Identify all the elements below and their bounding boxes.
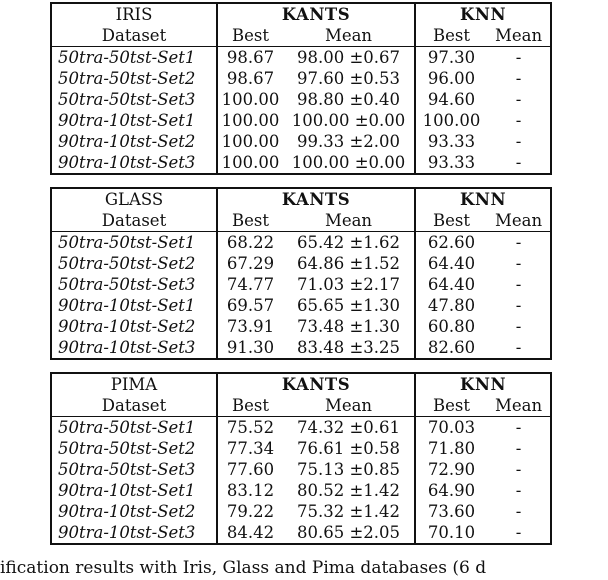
kants-best-cell: 77.60 [217, 459, 283, 480]
knn-mean-cell: - [515, 502, 522, 521]
table-row [51, 68, 551, 89]
knn-best-cell: 70.10 [415, 522, 487, 544]
knn-mean-cell: - [515, 523, 522, 542]
kants-best-cell: 67.29 [217, 253, 283, 274]
table-block-glass [50, 187, 550, 360]
dataset-cell: 50tra-50tst-Set3 [58, 275, 196, 294]
kants-header: KANTS [217, 188, 415, 210]
knn-mean-header: Mean [487, 210, 551, 232]
knn-header: KNN [415, 3, 551, 25]
kants-best-header: Best [217, 25, 283, 47]
kants-best-cell: 73.91 [217, 316, 283, 337]
kants-mean-cell: 99.33 ±2.00 [296, 132, 401, 151]
kants-best-cell: 79.22 [217, 501, 283, 522]
dataset-cell: 90tra-10tst-Set2 [58, 132, 196, 151]
knn-mean-cell: - [515, 90, 522, 109]
dataset-cell: 90tra-10tst-Set1 [58, 111, 196, 130]
database-name: IRIS [115, 5, 153, 24]
kants-mean-cell: 65.42 ±1.62 [283, 232, 415, 254]
knn-mean-cell: - [515, 153, 522, 172]
knn-best-cell: 72.90 [415, 459, 487, 480]
kants-mean-cell: 71.03 ±2.17 [296, 275, 401, 294]
table-row [51, 337, 551, 359]
knn-mean-cell: - [515, 481, 522, 500]
knn-best-cell: 97.30 [415, 47, 487, 69]
dataset-cell: 90tra-10tst-Set3 [58, 338, 196, 357]
knn-best-cell: 100.00 [415, 110, 487, 131]
table-row [51, 232, 551, 254]
knn-mean-cell: - [515, 439, 522, 458]
kants-best-cell: 69.57 [217, 295, 283, 316]
table-row [51, 522, 551, 544]
database-name: GLASS [104, 190, 164, 209]
kants-mean-cell: 97.60 ±0.53 [296, 69, 401, 88]
dataset-cell: 50tra-50tst-Set1 [51, 417, 217, 439]
knn-mean-cell: - [487, 47, 551, 69]
kants-mean-header: Mean [283, 210, 415, 232]
table-row [51, 295, 551, 316]
knn-best-cell: 96.00 [415, 68, 487, 89]
knn-mean-cell: - [515, 317, 522, 336]
kants-best-cell: 75.52 [217, 417, 283, 439]
dataset-cell: 50tra-50tst-Set1 [51, 232, 217, 254]
dataset-cell: 50tra-50tst-Set1 [51, 47, 217, 69]
kants-best-cell: 84.42 [217, 522, 283, 544]
table-row [51, 110, 551, 131]
knn-mean-cell: - [515, 69, 522, 88]
table-row [51, 459, 551, 480]
kants-mean-cell: 100.00 ±0.00 [291, 111, 406, 130]
kants-mean-cell: 75.13 ±0.85 [296, 460, 401, 479]
knn-mean-cell: - [487, 417, 551, 439]
knn-best-cell: 62.60 [415, 232, 487, 254]
knn-mean-cell: - [515, 296, 522, 315]
table-row [51, 417, 551, 439]
kants-best-cell: 68.22 [217, 232, 283, 254]
kants-mean-cell: 74.32 ±0.61 [283, 417, 415, 439]
kants-best-header: Best [217, 395, 283, 417]
kants-mean-header: Mean [283, 25, 415, 47]
kants-best-cell: 100.00 [217, 110, 283, 131]
table-row [51, 316, 551, 337]
table-block-iris [50, 2, 550, 175]
kants-best-cell: 74.77 [217, 274, 283, 295]
kants-mean-cell: 98.80 ±0.40 [296, 90, 401, 109]
table-row [51, 47, 551, 69]
table-row [51, 501, 551, 522]
knn-best-cell: 93.33 [415, 131, 487, 152]
dataset-cell: 50tra-50tst-Set3 [58, 460, 196, 479]
table-row [51, 131, 551, 152]
kants-best-cell: 98.67 [217, 47, 283, 69]
dataset-cell: 50tra-50tst-Set2 [58, 439, 196, 458]
results-table [50, 187, 552, 360]
dataset-cell: 90tra-10tst-Set1 [58, 296, 196, 315]
kants-mean-cell: 80.52 ±1.42 [296, 481, 401, 500]
knn-mean-header: Mean [487, 395, 551, 417]
knn-mean-cell: - [515, 111, 522, 130]
knn-mean-header: Mean [487, 25, 551, 47]
results-table [50, 372, 552, 545]
dataset-cell: 50tra-50tst-Set2 [58, 254, 196, 273]
kants-best-cell: 100.00 [217, 152, 283, 174]
knn-best-header: Best [415, 25, 487, 47]
kants-best-cell: 98.67 [217, 68, 283, 89]
dataset-cell: 90tra-10tst-Set2 [58, 502, 196, 521]
kants-mean-cell: 83.48 ±3.25 [296, 338, 401, 357]
kants-best-header: Best [217, 210, 283, 232]
knn-best-cell: 93.33 [415, 152, 487, 174]
dataset-header: Dataset [51, 395, 217, 417]
dataset-cell: 90tra-10tst-Set3 [58, 153, 196, 172]
kants-best-cell: 77.34 [217, 438, 283, 459]
knn-mean-cell: - [487, 232, 551, 254]
table-row [51, 89, 551, 110]
knn-header: KNN [415, 188, 551, 210]
knn-best-cell: 64.40 [415, 253, 487, 274]
knn-best-header: Best [415, 210, 487, 232]
dataset-header: Dataset [51, 25, 217, 47]
kants-header: KANTS [217, 3, 415, 25]
table-row [51, 438, 551, 459]
kants-mean-header: Mean [283, 395, 415, 417]
dataset-header: Dataset [51, 210, 217, 232]
database-name: PIMA [110, 375, 158, 394]
dataset-cell: 90tra-10tst-Set2 [58, 317, 196, 336]
knn-best-cell: 64.40 [415, 274, 487, 295]
kants-mean-cell: 80.65 ±2.05 [296, 523, 401, 542]
knn-mean-cell: - [515, 275, 522, 294]
knn-mean-cell: - [515, 132, 522, 151]
kants-mean-cell: 75.32 ±1.42 [296, 502, 401, 521]
knn-mean-cell: - [515, 338, 522, 357]
knn-header: KNN [415, 373, 551, 395]
kants-mean-cell: 100.00 ±0.00 [291, 153, 406, 172]
knn-mean-cell: - [515, 460, 522, 479]
knn-best-cell: 73.60 [415, 501, 487, 522]
table-row [51, 274, 551, 295]
kants-mean-cell: 64.86 ±1.52 [296, 254, 401, 273]
dataset-cell: 50tra-50tst-Set2 [58, 69, 196, 88]
table-row [51, 253, 551, 274]
table-caption: ification results with Iris, Glass and Pima databases (6 d [0, 558, 487, 578]
table-row [51, 152, 551, 174]
knn-best-cell: 71.80 [415, 438, 487, 459]
knn-best-header: Best [415, 395, 487, 417]
kants-mean-cell: 98.00 ±0.67 [283, 47, 415, 69]
knn-best-cell: 64.90 [415, 480, 487, 501]
dataset-cell: 90tra-10tst-Set3 [58, 523, 196, 542]
table-row [51, 480, 551, 501]
table-block-pima [50, 372, 550, 545]
knn-best-cell: 60.80 [415, 316, 487, 337]
kants-best-cell: 91.30 [217, 337, 283, 359]
kants-mean-cell: 73.48 ±1.30 [296, 317, 401, 336]
dataset-cell: 50tra-50tst-Set3 [58, 90, 196, 109]
knn-best-cell: 47.80 [415, 295, 487, 316]
kants-best-cell: 100.00 [217, 89, 283, 110]
kants-best-cell: 83.12 [217, 480, 283, 501]
results-table [50, 2, 552, 175]
dataset-cell: 90tra-10tst-Set1 [58, 481, 196, 500]
kants-best-cell: 100.00 [217, 131, 283, 152]
kants-header: KANTS [217, 373, 415, 395]
knn-mean-cell: - [515, 254, 522, 273]
kants-mean-cell: 65.65 ±1.30 [296, 296, 401, 315]
kants-mean-cell: 76.61 ±0.58 [296, 439, 401, 458]
knn-best-cell: 70.03 [415, 417, 487, 439]
knn-best-cell: 94.60 [415, 89, 487, 110]
knn-best-cell: 82.60 [415, 337, 487, 359]
